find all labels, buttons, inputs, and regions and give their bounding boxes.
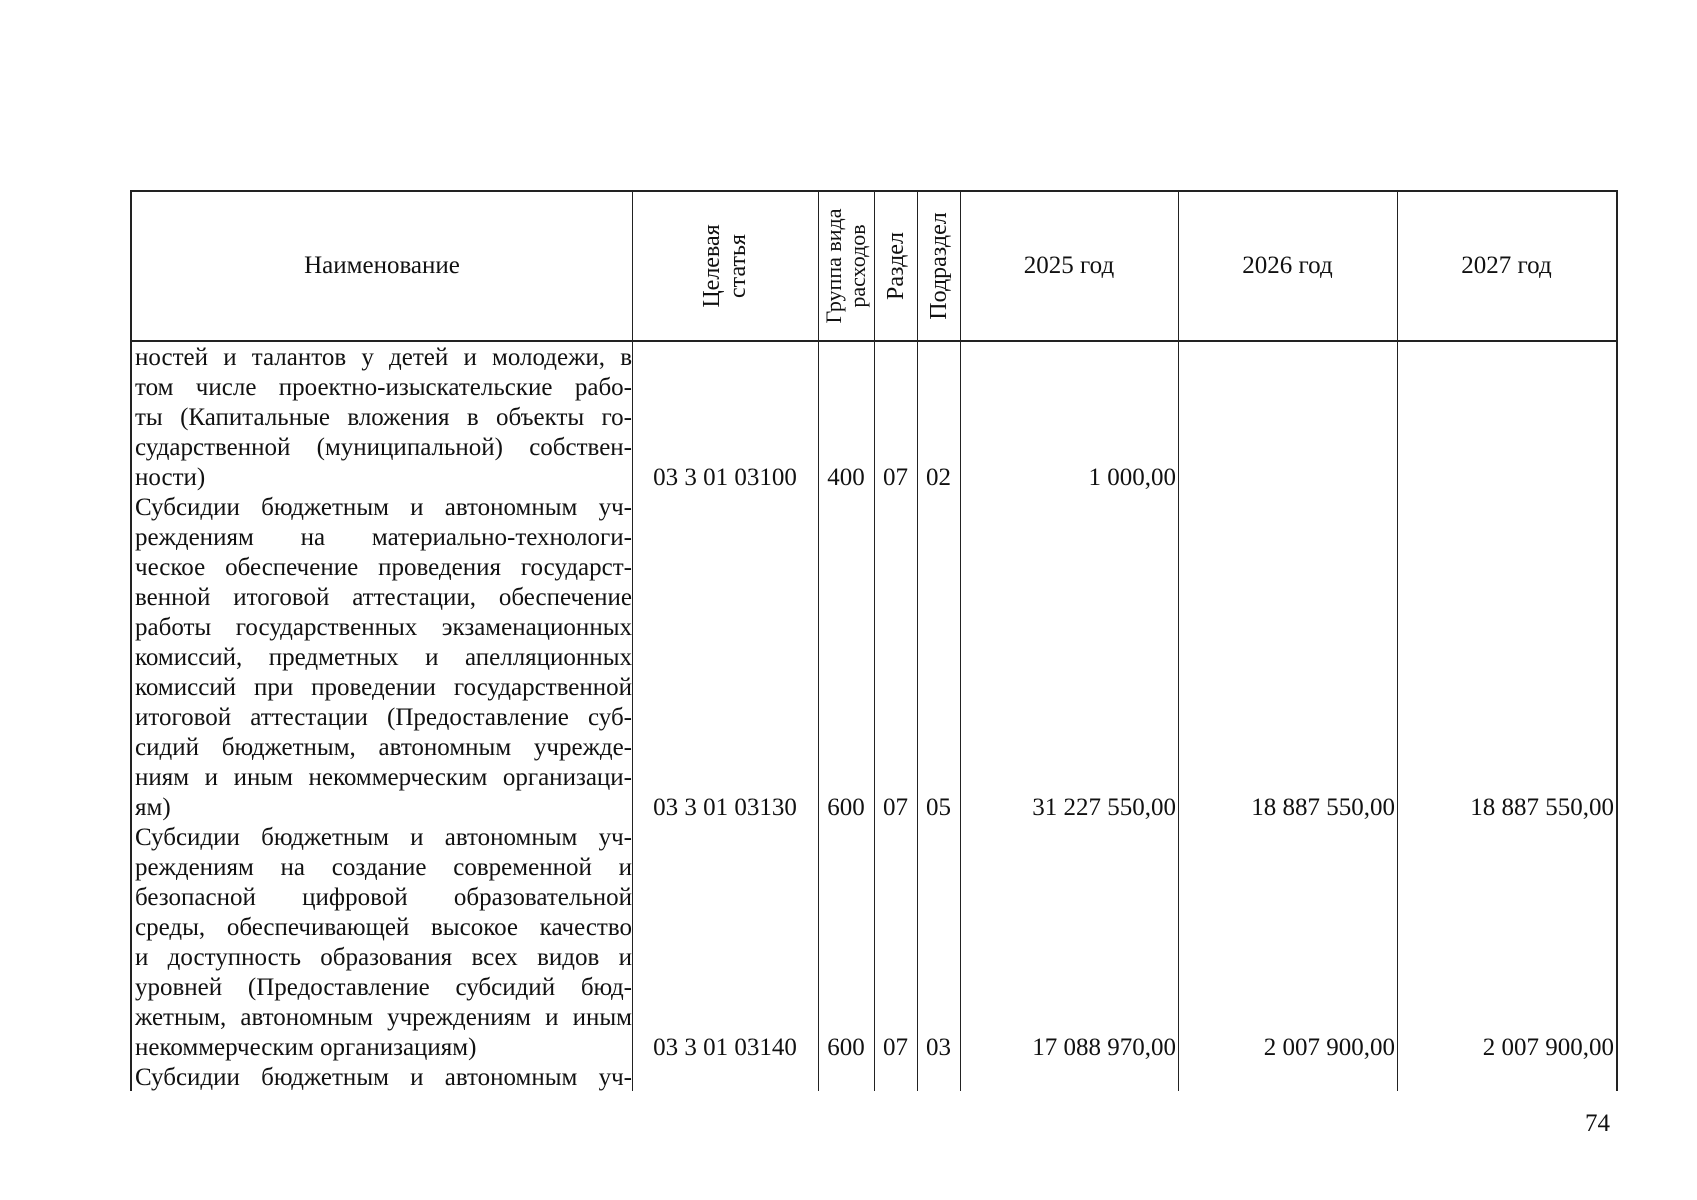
- row-name-line: реждениям на создание современной и: [135, 854, 632, 881]
- row-name-line: безопасной цифровой образовательной: [135, 884, 632, 911]
- row-section: 07: [883, 1034, 908, 1061]
- row-name: [135, 343, 632, 493]
- row-section: 07: [883, 794, 908, 821]
- row-expense-group: 400: [827, 464, 865, 491]
- header-section-text: Раздел: [882, 232, 909, 300]
- header-target-line2: статья: [725, 234, 751, 298]
- row-name-line: ям): [135, 794, 171, 821]
- row-section: 07: [883, 464, 908, 491]
- row-amount-2027: 18 887 550,00: [1470, 794, 1614, 821]
- row-amount-2025: 1 000,00: [1088, 464, 1176, 491]
- row-name-line: сидий бюджетным, автономным учрежде-: [135, 734, 632, 761]
- row-name-line: работы государственных экзаменационных: [135, 614, 632, 641]
- row-target-code: 03 3 01 03130: [653, 794, 797, 821]
- row-amount-2026: 18 887 550,00: [1251, 794, 1395, 821]
- header-year-2025: 2025 год: [1023, 252, 1115, 279]
- header-subsection: [917, 192, 960, 340]
- row-amount-2025: 31 227 550,00: [1032, 794, 1176, 821]
- row-name: [135, 1063, 632, 1093]
- row-name-line: комиссий, предметных и апелляционных: [135, 644, 632, 671]
- row-name-line: некоммерческим организациям): [135, 1034, 477, 1061]
- row-amount-2027: 2 007 900,00: [1482, 1034, 1614, 1061]
- header-group-line2: расходов: [845, 224, 870, 308]
- header-target-line1: Целевая: [699, 224, 725, 308]
- row-name-line: уровней (Предоставление субсидий бюд-: [135, 974, 632, 1001]
- row-subsection: 02: [926, 464, 951, 491]
- header-subsection-text: Подраздел: [925, 212, 952, 320]
- row-name-line: и доступность образования всех видов и: [135, 944, 632, 971]
- header-year-2027: 2027 год: [1461, 252, 1552, 279]
- header-target-article: [632, 192, 818, 340]
- row-name-line: венной итоговой аттестации, обеспечение: [135, 584, 632, 611]
- row-name-line: комиссий при проведении государственной: [135, 674, 632, 701]
- row-name-line: ниям и иным некоммерческим организаци-: [135, 764, 632, 791]
- row-name-line: том числе проектно-изыскательские рабо-: [135, 374, 632, 401]
- row-expense-group: 600: [827, 1034, 865, 1061]
- row-name-line: ностей и талантов у детей и молодежи, в: [135, 344, 632, 371]
- budget-table: [130, 190, 1618, 1091]
- row-name-line: ческое обеспечение проведения государст-: [135, 554, 632, 581]
- row-name-line: сударственной (муниципальной) собствен-: [135, 434, 632, 461]
- row-name-line: ности): [135, 464, 206, 491]
- row-subsection: 03: [926, 1034, 951, 1061]
- row-name: [135, 493, 632, 823]
- row-name-line: жетным, автономным учреждениям и иным: [135, 1004, 632, 1031]
- header-divider: [132, 340, 1616, 342]
- header-expense-group: [818, 192, 874, 340]
- row-target-code: 03 3 01 03140: [653, 1034, 797, 1061]
- row-target-code: 03 3 01 03100: [653, 464, 797, 491]
- row-expense-group: 600: [827, 794, 865, 821]
- row-name-line: среды, обеспечивающей высокое качество: [135, 914, 632, 941]
- row-name-line: Субсидии бюджетным и автономным уч-: [135, 1064, 632, 1091]
- row-name-line: итоговой аттестации (Предоставление суб-: [135, 704, 632, 731]
- header-section: [874, 192, 917, 340]
- row-name-line: ты (Капитальные вложения в объекты го-: [135, 404, 632, 431]
- row-name-line: Субсидии бюджетным и автономным уч-: [135, 824, 632, 851]
- header-name: Наименование: [304, 252, 460, 279]
- row-amount-2025: 17 088 970,00: [1032, 1034, 1176, 1061]
- row-name-line: реждениям на материально-технологи-: [135, 524, 632, 551]
- row-name: [135, 823, 632, 1063]
- page-number: 74: [1585, 1110, 1610, 1137]
- row-name-line: Субсидии бюджетным и автономным уч-: [135, 494, 632, 521]
- header-group-line1: Группа вида: [821, 208, 846, 324]
- header-year-2026: 2026 год: [1242, 252, 1333, 279]
- row-amount-2026: 2 007 900,00: [1263, 1034, 1395, 1061]
- row-subsection: 05: [926, 794, 951, 821]
